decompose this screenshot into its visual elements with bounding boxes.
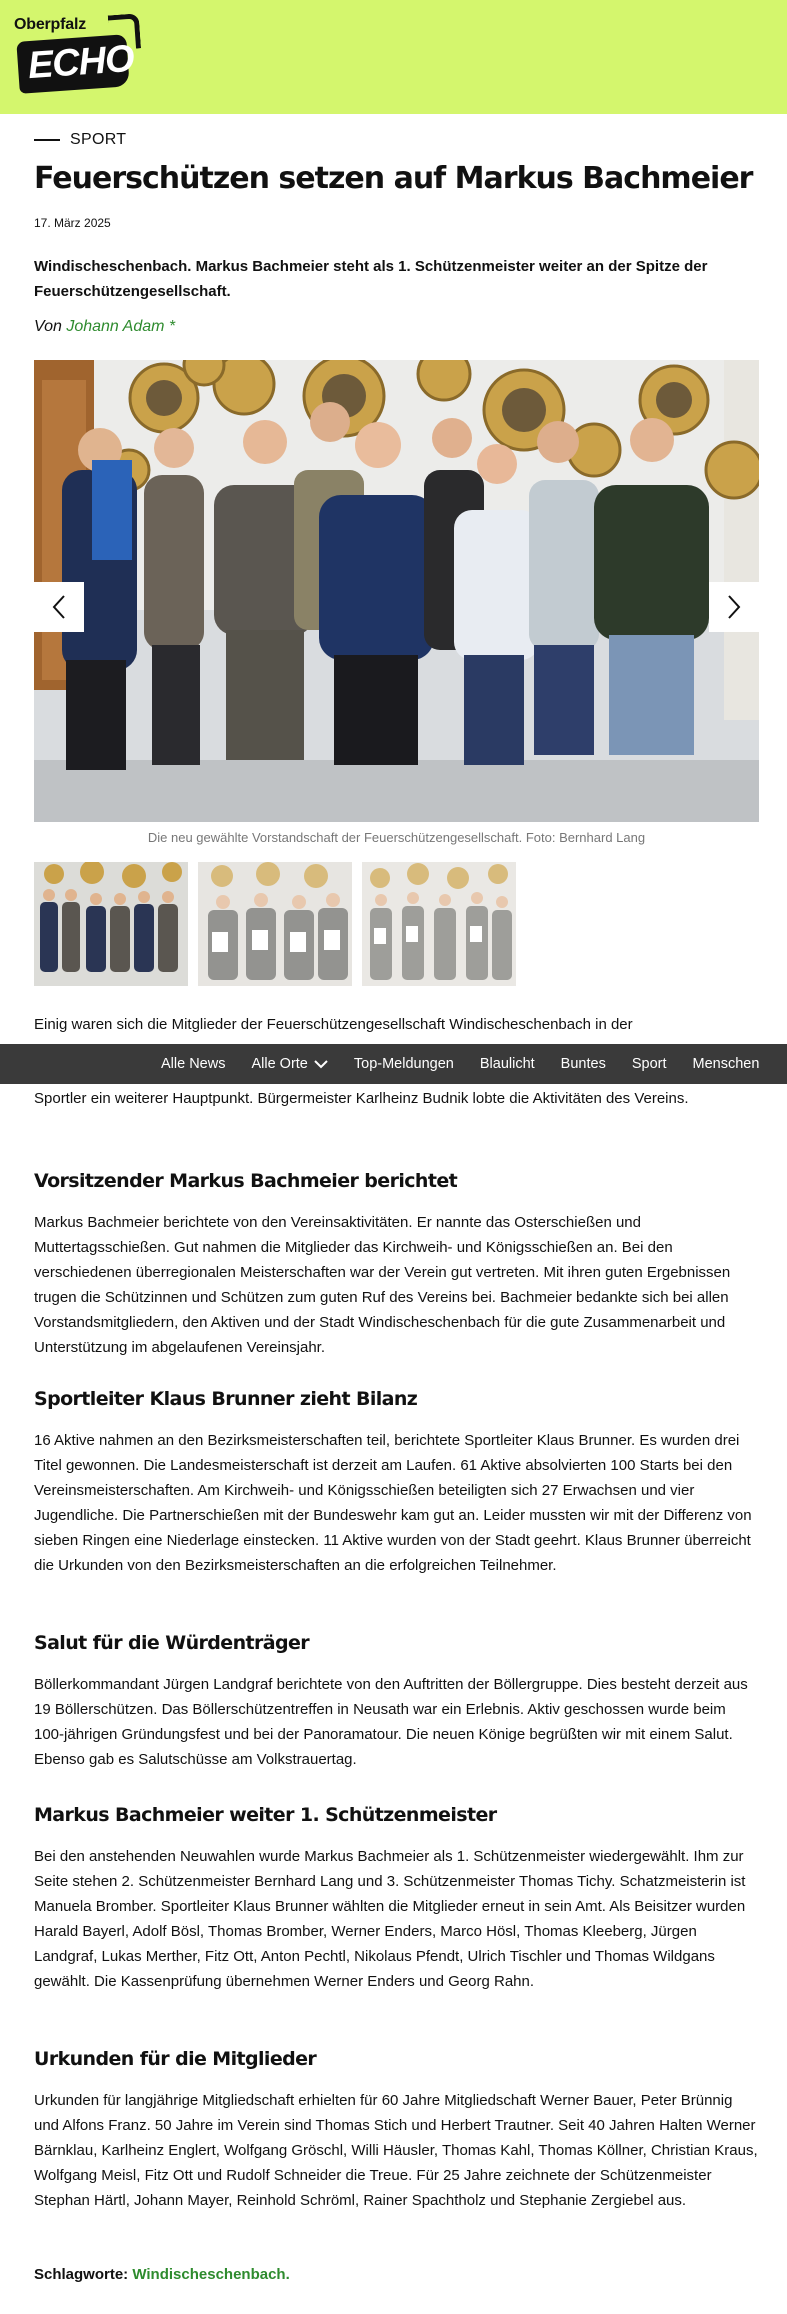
nav-top-news[interactable]: Top-Meldungen <box>353 1056 454 1072</box>
nav-blaulicht[interactable]: Blaulicht <box>479 1056 535 1072</box>
tag-link[interactable]: Windischeschenbach. <box>132 2266 290 2283</box>
nav-buntes[interactable]: Buntes <box>560 1056 606 1072</box>
nav-sport[interactable]: Sport <box>631 1056 667 1072</box>
nav-menschen[interactable]: Menschen <box>692 1056 760 1072</box>
section-text-5: Urkunden für langjährige Mitgliedschaft erhielten für 60 Jahre Mitgliedschaft Werner Bauer, Peter Brünnig und Alfons Franz. 50 Jahre im Verein sind Thomas Stich und Herbert Trautner. Seit 40 Jahren Halten Werner Bärnklau, Karlheinz Englert, Wolfgang Gröschl, Willi Häusler, Thomas Kahl, Thomas Köllner, Christian Kraus, Wolfgang Meisl, Fitz Ott und Rudolf Schneider die Treue. Für 25 Jahre zeichnete der Schützenmeister Stephan Härtl, Johann Mayer, Reinhold Schröml, Rainer Spachtholz und Stephanie Zergiebel aus. <box>34 2092 758 2209</box>
article-kicker[interactable] <box>34 130 759 150</box>
photo-caption: Die neu gewählte Vorstandschaft der Feuerschützengesellschaft. Foto: Bernhard Lang <box>147 830 646 845</box>
article-header <box>34 130 759 336</box>
kicker-label: SPORT <box>70 131 127 148</box>
nav-all-news[interactable]: Alle News <box>161 1056 226 1072</box>
section-text-3: Böllerkommandant Jürgen Landgraf berichtete von den Auftritten der Böllergruppe. Dies besteht derzeit aus 19 Böllerschützen. Das Böllerschützentreffen in Neusath war ein Erlebnis. Aktiv geschossen wurde beim 100-jährigen Gründungsfest und bei der Panoramatour. Die neuen Könige begrüßten wir mit einem Salut. Ebenso gab es Salutschüsse am Volkstrauertag. <box>34 1676 748 1768</box>
article-lead: Windischeschenbach. Markus Bachmeier steht als 1. Schützenmeister weiter an der Spitze der Feuerschützengesellschaft. <box>34 258 708 300</box>
slider-prev-button[interactable] <box>34 582 84 632</box>
tags-label: Schlagworte: <box>34 2266 133 2283</box>
site-header <box>0 0 787 114</box>
section-heading-1: Vorsitzender Markus Bachmeier berichtet <box>34 1170 458 1192</box>
logo-badge <box>16 34 136 94</box>
nav-all-places[interactable] <box>251 1056 327 1072</box>
article-byline <box>34 318 759 336</box>
thumbnail-3[interactable] <box>362 862 516 986</box>
section-text-2: 16 Aktive nahmen an den Bezirksmeisterschaften teil, berichtete Sportleiter Klaus Brunner. Es wurden drei Titel gewonnen. Die Landesmeisterschaft ist derzeit am Laufen. 61 Aktive absolvierten 100 Starts bei den Vereinsmeisterschaften. Am Kirchweih- und Königsschießen beteiligten sich 27 Erwachsen und vier Jugendliche. Die Partnerschießen mit der Bundeswehr kam gut an. Leider mussten wir mit der Differenz von sieben Ringen eine Niederlage einstecken. 11 Aktive wurden von der Stadt geehrt. Klaus Brunner überreicht die Urkunden von den Bezirksmeisterschaften an die erfolgreichen Teilnehmer. <box>34 1432 752 1574</box>
byline-prefix: Von <box>34 318 67 335</box>
article-tags <box>34 2266 290 2283</box>
logo-top-text: Oberpfalz <box>14 16 86 33</box>
section-heading-2: Sportleiter Klaus Brunner zieht Bilanz <box>34 1388 418 1410</box>
thumbnail-image <box>34 862 188 986</box>
section-text-4: Bei den anstehenden Neuwahlen wurde Markus Bachmeier als 1. Schützenmeister wiedergewählt. Ihm zur Seite stehen 2. Schützenmeister Bernhard Lang und 3. Schützenmeister Thomas Tichy. Schatzmeisterin ist Manuela Bromber. Sportleiter Klaus Brunner wählten die Mitglieder erneut in sein Amt. Als Beisitzer wurden Harald Bayerl, Adolf Bösl, Thomas Bromber, Werner Enders, Marco Hösl, Thomas Kleeberg, Jürgen Landgraf, Lukas Merther, Fitz Ott, Anton Pechtl, Nikolaus Pfendt, Ulrich Tischler und Thomas Wildgans gewählt. Die Kassenprüfung übernehmen Werner Enders und Georg Rahn. <box>34 1848 746 1990</box>
nav-all-places-label: Alle Orte <box>251 1056 308 1072</box>
site-logo[interactable] <box>14 16 144 98</box>
section-heading-4: Markus Bachmeier weiter 1. Schützenmeister <box>34 1804 497 1826</box>
article-headline: Feuerschützen setzen auf Markus Bachmeier <box>34 161 753 196</box>
thumbnail-image <box>362 862 516 986</box>
chevron-left-icon <box>50 593 68 621</box>
author-link[interactable]: Johann Adam * <box>66 318 176 335</box>
article-intro-continued: Sportler ein weiterer Hauptpunkt. Bürgermeister Karlheinz Budnik lobte die Aktivitäten des Vereins. <box>34 1090 689 1107</box>
sticky-nav-bar <box>0 1044 787 1084</box>
slider-next-button[interactable] <box>709 582 759 632</box>
logo-word: ECHO <box>26 37 136 88</box>
section-text-1: Markus Bachmeier berichtete von den Vereinsaktivitäten. Er nannte das Osterschießen und Muttertagsschießen. Gut nahmen die Mitglieder das Kirchweih- und Königsschießen an. Bei den verschiedenen überregionalen Meisterschaften war der Verein gut vertreten. Mit ihren guten Ergebnissen trugen die Schützinnen und Schützen zum guten Ruf des Vereins bei. Bachmeier bedankte sich bei allen Vorstandsmitgliedern, den Aktiven und der Stadt Windischeschenbach für die gute Zusammenarbeit und Unterstützung im abgelaufenen Vereinsjahr. <box>34 1214 731 1356</box>
section-heading-5: Urkunden für die Mitglieder <box>34 2048 317 2070</box>
main-photo-slider[interactable] <box>34 360 759 822</box>
thumbnail-image <box>198 862 352 986</box>
article-date: 17. März 2025 <box>34 216 111 230</box>
kicker-line <box>34 139 60 141</box>
thumbnail-strip <box>34 862 516 986</box>
article-intro-visible: Einig waren sich die Mitglieder der Feuerschützengesellschaft Windischeschenbach in der <box>34 1016 633 1033</box>
thumbnail-1[interactable] <box>34 862 188 986</box>
chevron-right-icon <box>725 593 743 621</box>
section-heading-3: Salut für die Würdenträger <box>34 1632 310 1654</box>
thumbnail-2[interactable] <box>198 862 352 986</box>
chevron-down-icon <box>314 1059 328 1069</box>
group-photo <box>34 360 759 822</box>
